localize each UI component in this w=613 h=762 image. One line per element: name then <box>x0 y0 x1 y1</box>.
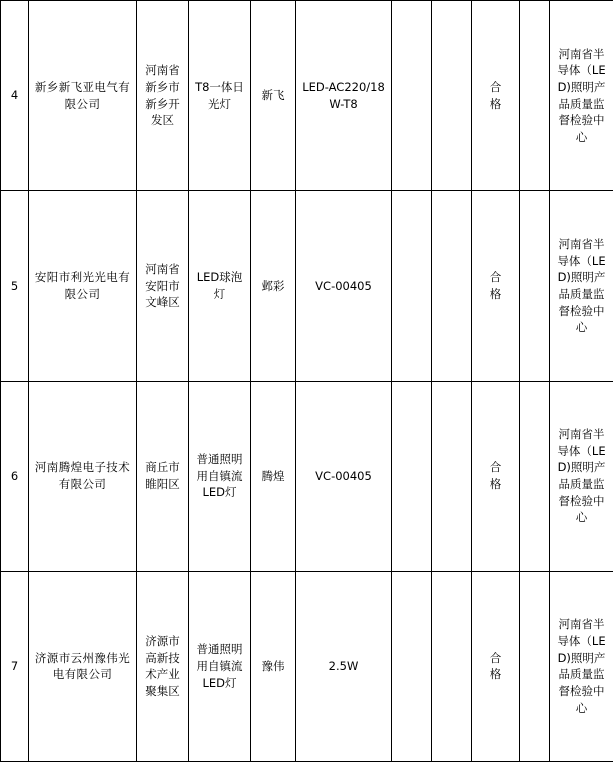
row-index: 5 <box>1 191 29 381</box>
area <box>137 1 189 191</box>
result-text: 合格 <box>489 650 502 682</box>
blank-column-1 <box>392 1 432 191</box>
blank-column-2 <box>432 381 472 571</box>
blank-column-1 <box>392 191 432 381</box>
row-index: 4 <box>1 1 29 191</box>
brand <box>251 191 296 381</box>
blank-column-1 <box>392 381 432 571</box>
company-name: 河南腾煌电子技术有限公司 <box>29 381 137 571</box>
model: LED-AC220/18W-T8 <box>296 1 392 191</box>
product-name <box>189 1 251 191</box>
result-text: 合格 <box>489 270 502 301</box>
result <box>472 571 520 761</box>
brand-text: 新飞 <box>261 88 285 103</box>
blank-column-3 <box>520 1 550 191</box>
organization <box>550 381 613 571</box>
brand-text: 豫伟 <box>261 659 285 674</box>
row-index: 7 <box>1 571 29 761</box>
table-row <box>1 381 613 571</box>
organization-text: 河南省半导体（LED)照明产品质量监督检验中心 <box>557 236 606 335</box>
area-text: 商丘市睢阳区 <box>145 460 180 492</box>
blank-column-3 <box>520 571 550 761</box>
product-text: 普通照明用自镇流LED灯 <box>196 452 243 500</box>
result-text: 合格 <box>489 79 502 111</box>
table-row <box>1 571 613 761</box>
company-name: 济源市云州豫伟光电有限公司 <box>29 571 137 761</box>
table-row <box>1 1 613 191</box>
result <box>472 191 520 381</box>
product-name <box>189 381 251 571</box>
result-text: 合格 <box>489 460 502 492</box>
model: 2.5W <box>296 571 392 761</box>
organization <box>550 191 613 381</box>
area <box>137 381 189 571</box>
model: VC-00405 <box>296 191 392 381</box>
blank-column-3 <box>520 191 550 381</box>
table-row <box>1 191 613 381</box>
area-text: 河南省安阳市文峰区 <box>145 261 180 310</box>
company-name: 新乡新飞亚电气有限公司 <box>29 1 137 191</box>
model: VC-00405 <box>296 381 392 571</box>
blank-column-2 <box>432 571 472 761</box>
product-name <box>189 191 251 381</box>
product-text: LED球泡灯 <box>196 270 243 301</box>
brand-text: 腾煌 <box>261 468 285 483</box>
blank-column-1 <box>392 571 432 761</box>
brand-text: 邺彩 <box>261 278 285 293</box>
blank-column-3 <box>520 381 550 571</box>
brand <box>251 1 296 191</box>
blank-column-2 <box>432 191 472 381</box>
area <box>137 191 189 381</box>
row-index: 6 <box>1 381 29 571</box>
organization <box>550 1 613 191</box>
organization <box>550 571 613 761</box>
result <box>472 381 520 571</box>
product-name <box>189 571 251 761</box>
area <box>137 571 189 761</box>
company-name: 安阳市利光光电有限公司 <box>29 191 137 381</box>
brand <box>251 571 296 761</box>
product-text: 普通照明用自镇流LED灯 <box>196 642 243 690</box>
organization-text: 河南省半导体（LED)照明产品质量监督检验中心 <box>557 427 606 525</box>
blank-column-2 <box>432 1 472 191</box>
result <box>472 1 520 191</box>
area-text: 河南省新乡市新乡开发区 <box>145 63 180 128</box>
organization-text: 河南省半导体（LED)照明产品质量监督检验中心 <box>557 46 606 144</box>
brand <box>251 381 296 571</box>
organization-text: 河南省半导体（LED)照明产品质量监督检验中心 <box>557 617 606 715</box>
product-text: T8一体日光灯 <box>195 79 244 111</box>
area-text: 济源市高新技术产业聚集区 <box>145 634 180 699</box>
